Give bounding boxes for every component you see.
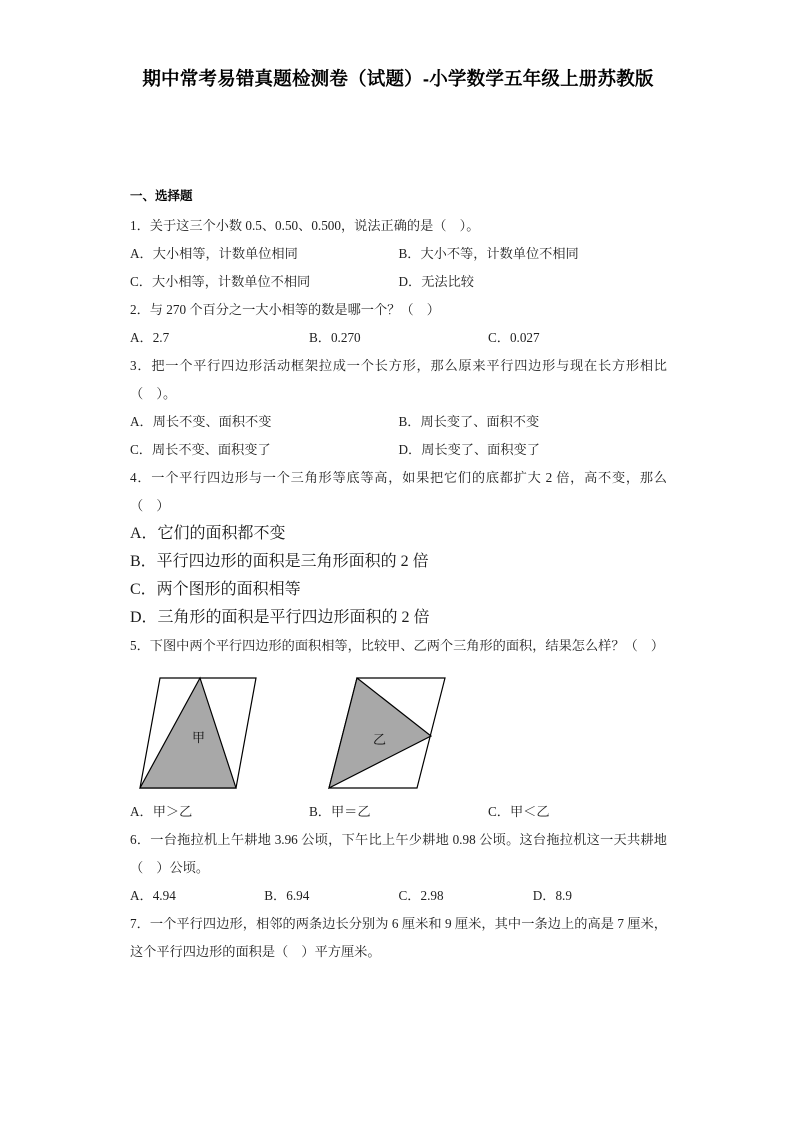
option-6-D[interactable]: D．8.9 — [532, 888, 572, 903]
option-6-C[interactable]: C．2.98 — [398, 888, 444, 903]
question-stem-6: 6．一台拖拉机上午耕地 3.96 公顷，下午比上午少耕地 0.98 公顷。这台拖拉机这一天共耕地（ ）公顷。 — [130, 832, 667, 875]
option-row-6 — [130, 882, 667, 910]
option-4-A[interactable]: A．它们的面积都不变 — [130, 525, 286, 542]
figure-label-jia: 甲 — [192, 730, 206, 745]
option-row-1a — [130, 240, 667, 268]
option-stack-4 — [130, 520, 667, 632]
question-stem-1: 1．关于这三个小数 0.5、0.50、0.500，说法正确的是（ ）。 — [130, 218, 480, 233]
option-2-C[interactable]: C．0.027 — [487, 330, 540, 345]
option-1-D[interactable]: D．无法比较 — [398, 274, 474, 289]
option-row-3a — [130, 408, 667, 436]
option-3-A[interactable]: A．周长不变、面积不变 — [130, 414, 272, 429]
option-4-D[interactable]: D．三角形的面积是平行四边形面积的 2 倍 — [130, 609, 430, 626]
option-1-B[interactable]: B．大小不等，计数单位不相同 — [398, 246, 579, 261]
option-1-A[interactable]: A．大小相等，计数单位相同 — [130, 246, 298, 261]
document-body — [130, 186, 667, 966]
question-stem-7: 7．一个平行四边形，相邻的两条边长分别为 6 厘米和 9 厘米，其中一条边上的高是 7 厘米，这个平行四边形的面积是（ ）平方厘米。 — [130, 916, 667, 959]
option-row-1b — [130, 268, 667, 296]
question-stem-4: 4．一个平行四边形与一个三角形等底等高，如果把它们的底都扩大 2 倍，高不变，那么（ ） — [130, 470, 667, 513]
option-5-B[interactable]: B．甲＝乙 — [308, 804, 371, 819]
option-6-A[interactable]: A．4.94 — [130, 888, 176, 903]
option-4-B[interactable]: B．平行四边形的面积是三角形面积的 2 倍 — [130, 553, 429, 570]
option-2-B[interactable]: B．0.270 — [308, 330, 361, 345]
option-5-A[interactable]: A．甲＞乙 — [130, 804, 193, 819]
figure-jia — [138, 666, 258, 794]
section-heading-choice: 一、选择题 — [130, 189, 193, 203]
page-title: 期中常考易错真题检测卷（试题）-小学数学五年级上册苏教版 — [142, 68, 654, 89]
parallelogram-with-triangle-jia-svg — [138, 666, 258, 794]
option-2-A[interactable]: A．2.7 — [130, 330, 170, 345]
option-4-C[interactable]: C．两个图形的面积相等 — [130, 581, 301, 598]
question-stem-5: 5．下图中两个平行四边形的面积相等，比较甲、乙两个三角形的面积，结果怎么样？（ ） — [130, 638, 665, 653]
figure-yi — [325, 666, 450, 794]
option-row-3b — [130, 436, 667, 464]
option-6-B[interactable]: B．6.94 — [264, 888, 310, 903]
question-stem-2: 2．与 270 个百分之一大小相等的数是哪一个？（ ） — [130, 302, 440, 317]
option-1-C[interactable]: C．大小相等，计数单位不相同 — [130, 274, 311, 289]
question-stem-3: 3．把一个平行四边形活动框架拉成一个长方形，那么原来平行四边形与现在长方形相比（ ）。 — [130, 358, 667, 401]
option-3-C[interactable]: C．周长不变、面积变了 — [130, 442, 271, 457]
parallelogram-with-triangle-yi-svg — [325, 666, 450, 794]
question-5-figures — [130, 666, 667, 796]
option-row-5 — [130, 798, 667, 826]
option-row-2 — [130, 324, 667, 352]
option-5-C[interactable]: C．甲＜乙 — [487, 804, 550, 819]
figure-label-yi: 乙 — [373, 732, 387, 747]
option-3-B[interactable]: B．周长变了、面积不变 — [398, 414, 540, 429]
option-3-D[interactable]: D．周长变了、面积变了 — [398, 442, 540, 457]
